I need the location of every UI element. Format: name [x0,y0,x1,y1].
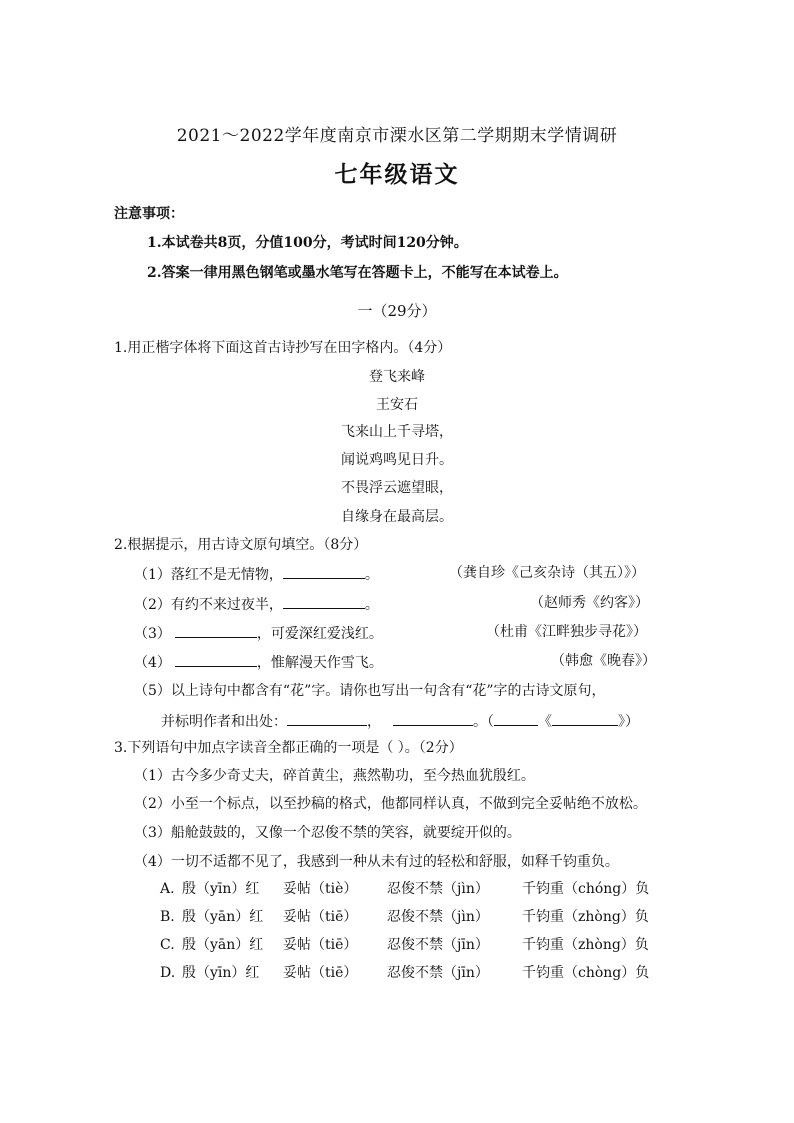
notice-heading: 注意事项： [114,206,184,222]
q2-item-num: （1） [134,567,171,583]
option-part-a: 殷（yīn）红 [182,965,260,981]
option-part-c: 忍俊不禁（jīn） [387,965,489,981]
option-d[interactable] [160,966,649,980]
section-label: 一（29分） [357,302,437,320]
q3-sentence-4: （4）一切不适都不见了，我感到一种从未有过的轻松和舒服，如释千钧重负。 [134,854,619,870]
option-part-b: 妥帖（tiē） [283,937,358,953]
q2-item-text: ，惟解漫天作雪飞。 [256,655,383,671]
option-part-b: 妥帖（tiē） [283,909,358,925]
option-label: A. [160,881,175,897]
q2-item-text: ，可爱深红爱浅红。 [256,626,383,642]
option-part-d: 千钧重（chòng）负 [522,965,650,981]
q2-item-3-source: （杜甫《江畔独步寻花》） [486,624,647,640]
q1-prompt: 1.用正楷字体将下面这首古诗抄写在田字格内。（4分） [114,340,452,356]
q2-item-4 [134,654,383,670]
q3-sentence-3: （3）船舱鼓鼓的，又像一个忍俊不禁的笑容，就要绽开似的。 [134,825,521,841]
q2-item5-book-close: 》） [618,714,639,730]
answer-blank [175,654,257,667]
answer-blank [393,713,473,726]
option-a[interactable] [160,882,649,896]
q2-item-5-line2 [161,713,639,729]
notice-item-2: 2.答案一律用黑色钢笔或墨水笔写在答题卡上，不能写在本试卷上。 [147,265,568,281]
q2-item-1-source: （龚自珍《己亥杂诗（其五）》） [449,565,645,581]
poem-title: 登飞来峰 [369,369,425,385]
poem-line-3: 不畏浮云遮望眼， [341,480,453,496]
option-label: C. [160,937,175,953]
option-part-b: 妥帖（tiè） [283,881,358,897]
q2-item-3 [134,625,383,641]
option-part-d: 千钧重（zhòng）负 [522,909,649,925]
option-part-c: 忍俊不禁（jìn） [387,909,489,925]
option-part-c: 忍俊不禁（jīn） [387,937,489,953]
q2-item5-prefix: 并标明作者和出处： [161,714,287,730]
option-part-d: 千钧重（chóng）负 [522,881,650,897]
q2-item-num: （2） [134,597,171,613]
option-c[interactable] [160,938,649,952]
option-part-b: 妥帖（tiē） [283,965,358,981]
q2-item-end: 。 [364,597,379,613]
q2-item-num: （3） [134,626,171,642]
exam-subject-title: 七年级语文 [334,161,460,188]
q2-item-text: 落红不是无情物， [170,567,283,583]
poem-line-1: 飞来山上千寻塔， [341,424,453,440]
answer-blank [283,566,365,579]
q3-sentence-1: （1）古今多少奇丈夫，碎首黄尘，燕然勒功，至今热血犹殷红。 [134,768,535,784]
answer-blank [283,596,365,609]
option-label: B. [160,909,175,925]
q2-item-4-source: （韩愈《晚春》） [551,653,656,669]
q2-item-2 [134,596,379,612]
poem-author: 王安石 [376,397,418,413]
q2-item-num: （4） [134,655,171,671]
option-part-d: 千钧重（zhòng）负 [522,937,649,953]
q3-prompt: 3.下列语句中加点字读音全都正确的一项是（ ）。（2分） [114,740,463,756]
source-blank [552,713,618,726]
q2-prompt: 2.根据提示，用古诗文原句填空。（8分） [114,537,368,553]
q2-item-2-source: （赵师秀《约客》） [530,595,649,611]
answer-blank [175,625,257,638]
q2-item5-book-open: 《 [538,714,552,730]
option-b[interactable] [160,910,649,924]
q2-item-1 [134,566,379,582]
option-part-a: 殷（yān）红 [182,937,264,953]
poem-line-2: 闻说鸡鸣见日升。 [341,452,453,468]
q2-item-text: 有约不来过夜半， [170,597,283,613]
notice-item-1: 1.本试卷共8页，分值100分，考试时间120分钟。 [147,235,468,251]
option-part-a: 殷（yīn）红 [182,881,260,897]
option-part-a: 殷（yān）红 [182,909,264,925]
poem-line-4: 自缘身在最高层。 [341,509,453,525]
q3-sentence-2: （2）小至一个标点，以至抄稿的格式，他都同样认真，不做到完全妥帖绝不放松。 [134,796,647,812]
option-label: D. [160,965,176,981]
author-blank [494,713,538,726]
q2-item-5-line1: （5）以上诗句中都含有“花”字。请你也写出一句含有“花”字的古诗文原句， [134,683,606,699]
option-part-c: 忍俊不禁（jìn） [387,881,489,897]
q2-item5-period: 。（ [473,714,494,730]
q2-item5-comma: ， [367,714,381,730]
exam-title: 2021～2022学年度南京市溧水区第二学期期末学情调研 [176,126,618,146]
answer-blank [287,713,367,726]
q2-item-end: 。 [364,567,379,583]
